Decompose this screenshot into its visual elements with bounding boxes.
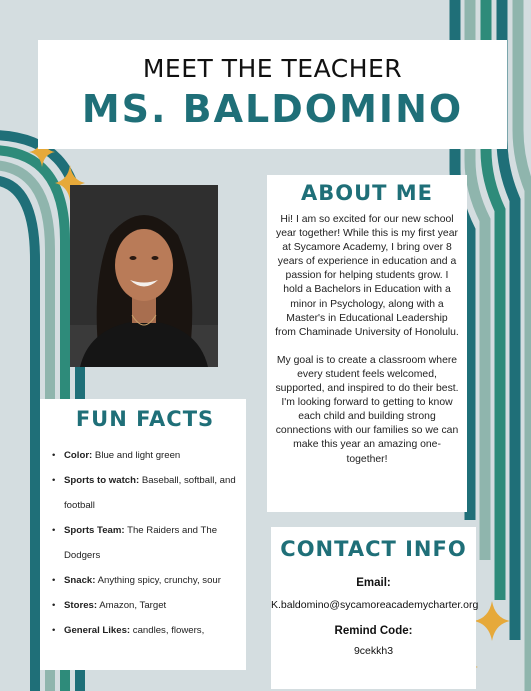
- fun-fact-item: [52, 618, 238, 643]
- fun-facts-card: [40, 399, 246, 670]
- fun-fact-item: [52, 593, 238, 618]
- fun-fact-text: Anything spicy, crunchy, sour: [95, 575, 221, 586]
- teacher-photo: [70, 185, 218, 367]
- contact-info-heading: CONTACT INFO: [280, 537, 467, 561]
- teacher-name: MS. BALDOMINO: [81, 87, 464, 131]
- about-paragraph: Hi! I am so excited for our new school year together! While this is my first year at Sycamore Academy, I bring over 8 years of experience in education and a passion for helping students grow. I hold a Bachelors in Education with a minor in Psychology, along with a Master's in Educational Leadership from Chaminade University of Honolulu.: [275, 214, 459, 338]
- fun-fact-text: candles, flowers,: [130, 625, 205, 636]
- fun-fact-text: Baseball, softball, and football: [64, 475, 236, 511]
- title-card: [38, 40, 507, 149]
- fun-fact-label: Sports Team:: [64, 525, 125, 536]
- fun-facts-heading: FUN FACTS: [75, 407, 215, 431]
- fun-fact-item: [52, 518, 238, 568]
- remind-code-value: 9cekkh3: [353, 645, 394, 657]
- page-title: MEET THE TEACHER: [142, 54, 403, 83]
- contact-info-card: [271, 527, 479, 689]
- sparkle-icon: [474, 601, 510, 641]
- email-label: Email:: [356, 577, 391, 589]
- fun-fact-text: The Raiders and The Dodgers: [64, 525, 218, 561]
- teacher-portrait-icon: [70, 185, 218, 367]
- fun-fact-text: Amazon, Target: [97, 600, 167, 611]
- fun-fact-item: [52, 443, 238, 468]
- fun-fact-label: Snack:: [64, 575, 96, 586]
- about-paragraph: My goal is to create a classroom where every student feels welcomed, supported, and inspired to do their best. I'm looking forward to getting to know each child and building strong connections with our families so we can make this year an amazing one- together!: [275, 354, 459, 465]
- fun-fact-item: [52, 568, 238, 593]
- fun-facts-list: [52, 443, 238, 643]
- fun-fact-label: Sports to watch:: [64, 475, 140, 486]
- email-value: K.baldomino@sycamoreacademycharter.org: [271, 599, 479, 611]
- fun-fact-item: [52, 468, 238, 518]
- fun-fact-text: Blue and light green: [92, 450, 181, 461]
- about-me-heading: ABOUT ME: [300, 181, 434, 205]
- remind-code-label: Remind Code:: [334, 625, 413, 637]
- about-me-card: [267, 175, 467, 512]
- fun-fact-label: Stores:: [64, 600, 98, 611]
- fun-fact-label: General Likes:: [64, 625, 131, 636]
- fun-fact-label: Color:: [64, 450, 93, 461]
